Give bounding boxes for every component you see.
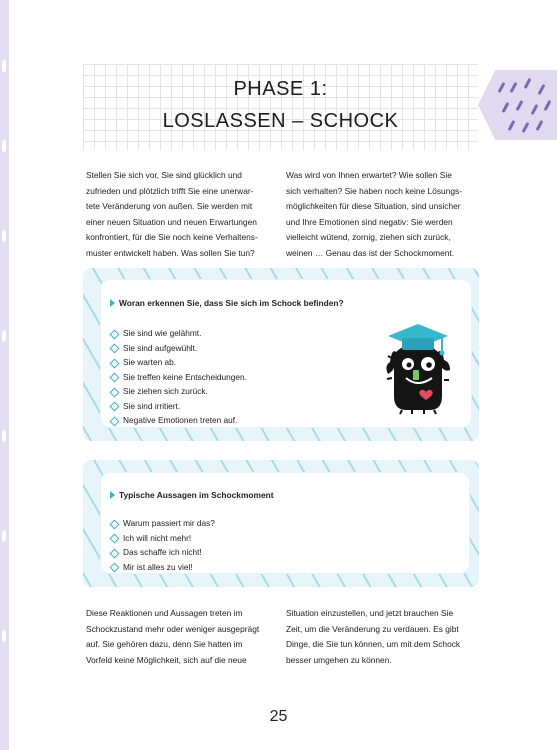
list-item: Warum passiert mir das? [111, 516, 215, 531]
list-item: Negative Emotionen treten auf. [111, 413, 247, 428]
diamond-bullet-icon [110, 373, 120, 383]
diamond-bullet-icon [110, 563, 120, 573]
text-line: muster entwickelt haben. Was sollen Sie tun? [86, 247, 255, 258]
typical-statements-list [111, 516, 215, 574]
text-line: sich verhalten? Sie haben noch keine Lösungs- [286, 185, 462, 196]
heading-text: Typische Aussagen im Schockmoment [119, 490, 274, 500]
text-line: Zeit, um die Veränderung zu verdauen. Es gibt [286, 623, 459, 634]
text-line: Stellen Sie sich vor, Sie sind glücklich und [86, 170, 242, 180]
outro-right-column [286, 606, 481, 668]
intro-right-column [286, 168, 481, 262]
text-line: Diese Reaktionen und Aussagen treten im [86, 608, 243, 618]
diamond-bullet-icon [110, 387, 120, 397]
diamond-bullet-icon [110, 534, 120, 544]
text-line: auf. Sie gehören dazu, denn Sie hatten im [86, 639, 243, 650]
shock-signs-list [111, 326, 247, 428]
text-line: einer neuen Situation und neuen Erwartungen [86, 216, 257, 227]
text-line: vielleicht wütend, zornig, ziehen sich zurück, [286, 232, 451, 243]
text-line: Was wird von Ihnen erwartet? Wie sollen Sie [286, 170, 452, 180]
diamond-bullet-icon [110, 329, 120, 339]
diamond-bullet-icon [110, 402, 120, 412]
list-item: Sie sind wie gelähmt. [111, 326, 247, 341]
page-number: 25 [269, 708, 288, 725]
text-line: und Ihre Emotionen sind negativ: Sie werden [286, 216, 453, 227]
list-item: Sie warten ab. [111, 355, 247, 370]
intro-left-column [86, 168, 281, 262]
diamond-bullet-icon [110, 548, 120, 558]
list-item: Das schaffe ich nicht! [111, 545, 215, 560]
list-item: Sie sind irritiert. [111, 399, 247, 414]
list-item: Ich will nicht mehr! [111, 531, 215, 546]
typical-statements-heading [110, 490, 274, 500]
text-line: Dinge, die Sie tun können, um mit dem Schock [286, 639, 461, 650]
title-header [83, 64, 478, 150]
text-line: weinen … Genau das ist der Schockmoment. [286, 247, 455, 258]
shock-signs-heading [110, 298, 344, 308]
list-item: Sie treffen keine Entscheidungen. [111, 370, 247, 385]
left-margin-strip [0, 0, 9, 750]
diamond-bullet-icon [110, 344, 120, 354]
graduation-monster-illustration [382, 318, 452, 418]
heading-text: Woran erkennen Sie, dass Sie sich im Schock befinden? [119, 298, 344, 308]
triangle-bullet-icon [110, 491, 115, 499]
diamond-bullet-icon [110, 416, 120, 426]
title-line-2: LOSLASSEN – SCHOCK [162, 110, 399, 132]
text-line: besser umgehen zu können. [286, 654, 392, 665]
text-line: zufrieden und plötzlich trifft Sie eine unerwar- [86, 185, 254, 196]
text-line: Situation einzustellen, und jetzt brauchen Sie [286, 608, 454, 618]
list-item: Sie sind aufgewühlt. [111, 341, 247, 356]
decorative-flag [478, 70, 557, 140]
diamond-bullet-icon [110, 519, 120, 529]
typical-statements-box [83, 460, 479, 587]
list-item: Mir ist alles zu viel! [111, 560, 215, 575]
list-item: Sie ziehen sich zurück. [111, 384, 247, 399]
triangle-bullet-icon [110, 299, 115, 307]
text-line: tete Veränderung von außen. Sie werden mit [86, 201, 253, 212]
text-line: Schockzustand mehr oder weniger ausgeprägt [86, 623, 260, 634]
text-line: konfrontiert, für die Sie noch keine Verhaltens- [86, 232, 258, 243]
typical-statements-card [101, 473, 469, 573]
text-line: Vorfeld keine Möglichkeit, sich auf die neue [86, 654, 247, 665]
text-line: möglichkeiten für diese Situation, sind unsicher [286, 201, 461, 212]
diamond-bullet-icon [110, 358, 120, 368]
title-line-1: PHASE 1: [233, 78, 328, 100]
outro-left-column [86, 606, 281, 668]
